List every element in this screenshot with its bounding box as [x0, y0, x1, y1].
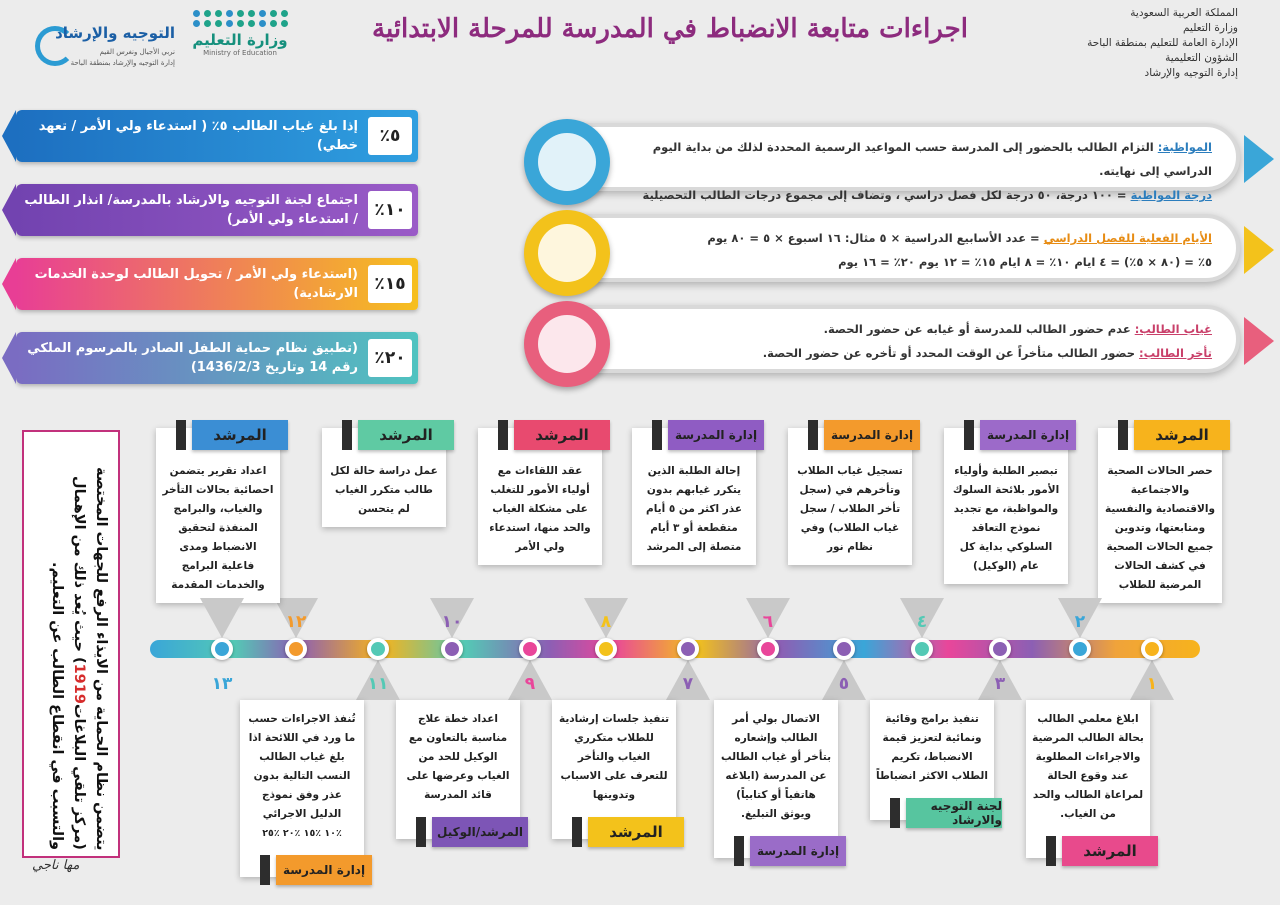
- guidance-logo: [35, 18, 175, 78]
- timeline-dot-13: [211, 638, 233, 660]
- card-pointer: [200, 598, 244, 638]
- card-text: الاتصال بولي أمر الطالب وإشعاره بتأخر أو غياب الطالب عن المدرسة (ابلاغه هاتفياً أو كتابياً) ويوثق التبليغ.: [720, 713, 832, 820]
- timeline-step-number: ٣: [994, 674, 1006, 694]
- child-protection-note: [22, 430, 120, 858]
- designer-signature: مها ناجي: [32, 858, 80, 873]
- card-percentages: ٪١٠ ٪١٥ ٪٢٠ ٪٢٥: [262, 828, 342, 839]
- timeline-step-number: ٥: [838, 674, 850, 694]
- org-line: إدارة التوجيه والإرشاد: [1144, 67, 1238, 79]
- timeline-top-card: [1098, 428, 1222, 603]
- card-text: إحالة الطلبة الذين يتكرر غيابهم بدون عذر اكثر من ٥ أيام متقطعة أو ٣ أيام متصلة إلى المرشد: [646, 465, 742, 553]
- timeline-step-number: ١٠: [441, 612, 463, 632]
- ministry-name-en: Ministry of Education: [203, 49, 277, 57]
- card-text: تبصير الطلبة وأولياء الأمور بلائحة السلوك والمواظبة، مع تجديد نموذج التعاقد السلوكي بداية كل عام (الوكيل): [952, 465, 1060, 572]
- timeline-dot-2: [1069, 638, 1091, 660]
- definition-school-days: [540, 214, 1240, 282]
- percentage-bar-15: [16, 258, 418, 310]
- timeline-dot-12: [285, 638, 307, 660]
- note-text: ) حيث يُعد ذلك من الإهمال والتسبب في انقطاع الطالب عن التعليم.: [49, 476, 87, 850]
- timeline-top-card: [944, 428, 1068, 584]
- page-title: اجراءات متابعة الانضباط في المدرسة للمرحلة الابتدائية: [372, 14, 968, 44]
- card-text: تسجيل غياب الطلاب وتأخرهم في (سجل تأخر الطلاب / سجل غياب الطلاب) وفي نظام نور: [797, 465, 903, 553]
- percentage-value: ٢٠٪: [368, 339, 412, 377]
- card-responsible: المرشد: [514, 420, 610, 450]
- card-responsible: إدارة المدرسة: [276, 855, 372, 885]
- timeline-top-card: [322, 428, 446, 527]
- percentage-value: ١٥٪: [368, 265, 412, 303]
- definition-punctuality: [540, 123, 1240, 202]
- timeline-step-number: ١٣: [211, 674, 233, 694]
- ministry-dots-icon: [180, 10, 300, 27]
- timeline-top-card: [788, 428, 912, 565]
- definition-key: الأيام الفعلية للفصل الدراسي: [1043, 231, 1212, 245]
- percentage-bar-10: [16, 184, 418, 236]
- definition-absence: [540, 305, 1240, 373]
- timeline-step-number: ١١: [367, 674, 389, 694]
- ministry-name-ar: وزارة التعليم: [192, 31, 288, 49]
- definition-text: = ١٠٠ درجة، ٥٠ درجة لكل فصل دراسي ، وتضاف إلى مجموع درجات الطالب التحصيلية: [642, 188, 1127, 202]
- percentage-action: اجتماع لجنة التوجيه والارشاد بالمدرسة/ انذار الطالب / استدعاء ولي الأمر): [24, 193, 358, 227]
- card-responsible: لجنة التوجيه والارشاد: [906, 798, 1002, 828]
- org-line: الإدارة العامة للتعليم بمنطقة الباحة: [1087, 37, 1238, 49]
- card-text: اعداد خطة علاج مناسبة بالتعاون مع الوكيل للحد من الغياب وعرضها على قائد المدرسة: [406, 713, 510, 801]
- timeline-bottom-card: [1026, 700, 1150, 858]
- timeline-bottom-card: [240, 700, 364, 877]
- org-line: وزارة التعليم: [1183, 22, 1238, 34]
- percentage-value: ٥٪: [368, 117, 412, 155]
- percentage-action: (استدعاء ولي الأمر / تحويل الطالب لوحدة الخدمات الارشادية): [34, 267, 358, 301]
- timeline-bottom-card: [714, 700, 838, 858]
- card-responsible: إدارة المدرسة: [750, 836, 846, 866]
- timeline-dot-9: [519, 638, 541, 660]
- guidance-slogan: نربي الأجيال ونغرس القيم: [99, 48, 175, 56]
- definition-key: غياب الطالب:: [1134, 322, 1212, 336]
- timeline-top-card: [156, 428, 280, 603]
- card-text: عقد اللقاءات مع أولياء الأمور للتغلب على مشكلة الغياب والحد منها، استدعاء ولي الأمر: [489, 465, 591, 553]
- card-responsible: المرشد: [192, 420, 288, 450]
- card-responsible: المرشد/الوكيل: [432, 817, 528, 847]
- timeline-top-card: [478, 428, 602, 565]
- timeline-dot-1: [1141, 638, 1163, 660]
- timeline-step-number: ٦: [762, 612, 774, 632]
- card-responsible: المرشد: [1062, 836, 1158, 866]
- card-responsible: المرشد: [358, 420, 454, 450]
- card-text: تُنفذ الاجراءات حسب ما ورد في اللائحة اذا بلغ غياب الطالب النسب التالية بدون عذر وفق نموذج الدليل الاجرائي: [248, 713, 356, 820]
- guidance-dept: إدارة التوجيه والإرشاد بمنطقة الباحة: [70, 59, 175, 67]
- percentage-action: إذا بلغ غياب الطالب ٥٪ ( استدعاء ولي الأمر / تعهد خطي): [38, 119, 358, 153]
- timeline-dot-7: [677, 638, 699, 660]
- timeline-dot-6: [757, 638, 779, 660]
- timeline-dot-3: [989, 638, 1011, 660]
- timeline-dot-10: [441, 638, 463, 660]
- timeline-dot-5: [833, 638, 855, 660]
- definition-key: تأخر الطالب:: [1139, 346, 1212, 360]
- timeline-step-number: ٧: [682, 674, 694, 694]
- definition-key: المواظبة:: [1157, 140, 1212, 154]
- timeline-bottom-card: [396, 700, 523, 839]
- timeline-dot-4: [911, 638, 933, 660]
- card-text: حصر الحالات الصحية والاجتماعية والاقتصادية والنفسية ومتابعتها، وتدوين جميع الحالات الصحية في كشف الحالات المرضية للطلاب: [1105, 465, 1215, 591]
- card-responsible: إدارة المدرسة: [668, 420, 764, 450]
- organization-lines: [1018, 6, 1238, 81]
- definition-key: درجة المواظبة: [1130, 188, 1212, 202]
- circle-icon: [524, 210, 610, 296]
- circle-icon: [524, 119, 610, 205]
- timeline-bottom-card: [870, 700, 1002, 827]
- timeline-top-card: [632, 428, 756, 565]
- circle-icon: [524, 301, 610, 387]
- hotline-number: 1919: [71, 663, 87, 705]
- timeline-step-number: ٤: [916, 612, 928, 632]
- percentage-bar-5: [16, 110, 418, 162]
- definition-text: عدم حضور الطالب للمدرسة أو غيابه عن حضور الحصة.: [823, 322, 1131, 336]
- timeline-step-number: ٩: [524, 674, 536, 694]
- card-text: اعداد تقرير يتضمن احصائية بحالات التأخر والغياب، والبرامج المنفذة لتحقيق الانضباط ومدى فاعلية البرامج والخدمات المقدمة: [162, 465, 274, 591]
- definition-text: = عدد الأسابيع الدراسية × ٥ مثال: ١٦ اسبوع × ٥ = ٨٠ يوم: [707, 231, 1040, 245]
- card-text: تنفيذ جلسات إرشادية للطلاب متكرري الغياب والتأخر للتعرف على الاسباب وتدوينها: [558, 713, 670, 801]
- timeline-step-number: ١٢: [285, 612, 307, 632]
- definition-text: ٥٪ = (٨٠ × ٥٪) = ٤ ايام ١٠٪ = ٨ ايام ١٥٪ = ١٢ يوم ٢٠٪ = ١٦ يوم: [838, 255, 1212, 269]
- card-text: عمل دراسة حالة لكل طالب متكرر الغياب لم يتحسن: [330, 465, 438, 515]
- card-text: ابلاغ معلمي الطالب بحالة الطالب المرضية والاجراءات المطلوبة عند وقوع الحالة لمراعاة الطالب والحد من الغياب.: [1032, 713, 1144, 820]
- card-responsible: المرشد: [1134, 420, 1230, 450]
- percentage-value: ١٠٪: [368, 191, 412, 229]
- timeline-bar: [150, 640, 1200, 658]
- timeline-step-number: ١: [1146, 674, 1158, 694]
- card-responsible: إدارة المدرسة: [980, 420, 1076, 450]
- card-responsible: المرشد: [588, 817, 684, 847]
- timeline-dot-8: [595, 638, 617, 660]
- timeline-step-number: ٢: [1074, 612, 1086, 632]
- org-line: المملكة العربية السعودية: [1130, 7, 1238, 19]
- org-line: الشؤون التعليمية: [1165, 52, 1238, 64]
- card-text: تنفيذ برامج وقائية ونمائية لتعزيز قيمة الانضباط، تكريم الطلاب الاكثر انضباطاً: [876, 713, 988, 782]
- percentage-bar-20: [16, 332, 418, 384]
- definition-text: التزام الطالب بالحضور إلى المدرسة حسب المواعيد الرسمية المحددة لذلك من بداية اليوم الدراسي إلى نهايته.: [652, 140, 1212, 178]
- percentage-action: (تطبيق نظام حماية الطفل الصادر بالمرسوم الملكي رقم 14 وتاريخ 1436/2/3): [27, 341, 358, 375]
- note-text: يتضمن نظام الحماية من الايذاء الرفع للجهات المختصة (مركز تلقي البلاغات: [71, 466, 109, 850]
- definition-text: حضور الطالب متأخراً عن الوقت المحدد أو تأخره عن حضور الحصة.: [762, 346, 1136, 360]
- guidance-title: التوجيه والإرشاد: [55, 24, 175, 42]
- timeline-dot-11: [367, 638, 389, 660]
- card-responsible: إدارة المدرسة: [824, 420, 920, 450]
- timeline-bottom-card: [552, 700, 676, 839]
- timeline-step-number: ٨: [600, 612, 612, 632]
- ministry-logo: [180, 10, 300, 80]
